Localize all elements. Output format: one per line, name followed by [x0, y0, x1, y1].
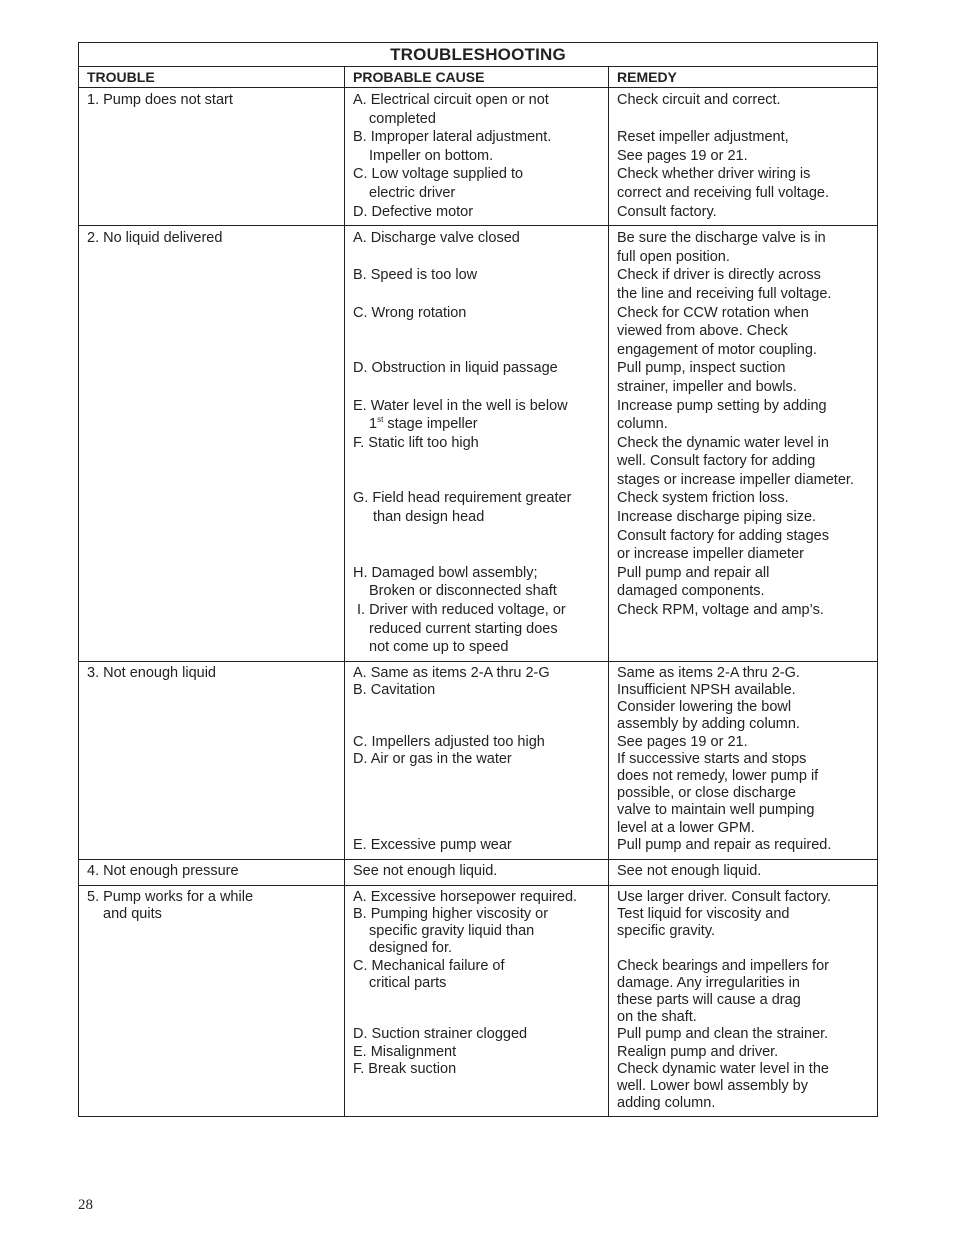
remedy-cell: Be sure the discharge valve is in full open position. Check if driver is directly across the line and receiving full voltage. Check for CCW rotation when viewed from above. Check engagement of motor coupling. Pull pump, inspect suction strainer, impeller and bowls. Increase pump setting by adding column. Check the dynamic water level in well. Consult factory for adding stages or increase impeller diameter. Check system friction loss. Increase discharge piping size. Consult factory for adding stages or increase impeller diameter Pull pump and repair all damaged components. Check RPM, voltage and amp’s. [609, 226, 878, 662]
troubleshooting-table [78, 42, 878, 1117]
column-header-cause: PROBABLE CAUSE [345, 67, 609, 88]
trouble-cell: 2. No liquid delivered [79, 226, 345, 662]
trouble-cell: 4. Not enough pressure [79, 859, 345, 885]
table-row [79, 88, 878, 226]
table-row [79, 885, 878, 1117]
remedy-cell: Same as items 2-A thru 2-G. Insufficient NPSH available. Consider lowering the bowl assembly by adding column. See pages 19 or 21. If successive starts and stops does not remedy, lower pump if possible, or close discharge valve to maintain well pumping level at a lower GPM. Pull pump and repair as required. [609, 661, 878, 859]
column-header-trouble: TROUBLE [79, 67, 345, 88]
remedy-cell: Use larger driver. Consult factory. Test liquid for viscosity and specific gravity. Check bearings and impellers for damage. Any irregularities in these parts will cause a drag on the shaft. Pull pump and clean the strainer. Realign pump and driver. Check dynamic water level in the well. Lower bowl assembly by adding column. [609, 885, 878, 1117]
cause-cell: A. Same as items 2-A thru 2-G B. Cavitation C. Impellers adjusted too high D. Air or gas in the water E. Excessive pump wear [345, 661, 609, 859]
table-title: TROUBLESHOOTING [79, 43, 878, 67]
page-number: 28 [78, 1197, 93, 1213]
trouble-cell: 3. Not enough liquid [79, 661, 345, 859]
table-row [79, 226, 878, 662]
table-row [79, 661, 878, 859]
column-header-remedy: REMEDY [609, 67, 878, 88]
cause-cell: A. Discharge valve closed B. Speed is too low C. Wrong rotation D. Obstruction in liquid passage E. Water level in the well is below 1st stage impeller F. Static lift too high G. Field head requirement greater than design head H. Damaged bowl assembly; Broken or disconnected shaft I. Driver with reduced voltage, or reduced current starting does not come up to speed [345, 226, 609, 662]
table-row [79, 859, 878, 885]
cause-cell: See not enough liquid. [345, 859, 609, 885]
cause-cell: A. Electrical circuit open or not completed B. Improper lateral adjustment. Impeller on bottom. C. Low voltage supplied to electric driver D. Defective motor [345, 88, 609, 226]
remedy-cell: Check circuit and correct. Reset impeller adjustment, See pages 19 or 21. Check whether driver wiring is correct and receiving full voltage. Consult factory. [609, 88, 878, 226]
trouble-cell: 5. Pump works for a while and quits [79, 885, 345, 1117]
trouble-cell: 1. Pump does not start [79, 88, 345, 226]
remedy-cell: See not enough liquid. [609, 859, 878, 885]
cause-cell: A. Excessive horsepower required. B. Pumping higher viscosity or specific gravity liquid than designed for. C. Mechanical failure of critical parts D. Suction strainer clogged E. Misalignment F. Break suction [345, 885, 609, 1117]
